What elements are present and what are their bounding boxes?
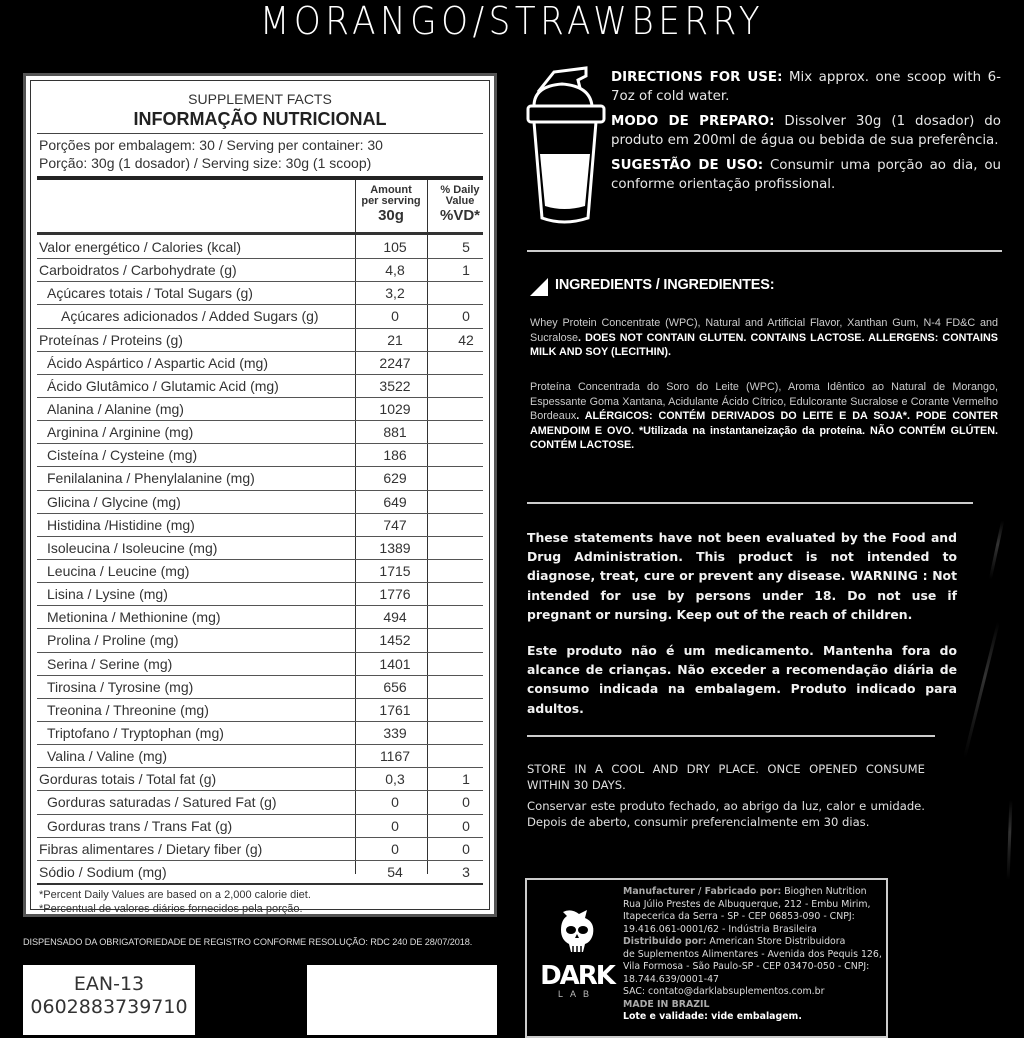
nutrient-name: Triptofano / Tryptophan (mg) bbox=[47, 724, 224, 741]
ingredients-pt bbox=[530, 380, 998, 453]
nutrient-name: Açúcares adicionados / Added Sugars (g) bbox=[61, 308, 319, 325]
directions-en-text: Mix approx. one scoop with 6-7oz of cold water. bbox=[611, 70, 1001, 104]
manufacturer-info bbox=[623, 886, 882, 1024]
nutrient-name: Ácido Glutâmico / Glutamic Acid (mg) bbox=[47, 377, 279, 394]
table-row bbox=[37, 514, 483, 537]
nutrient-name: Arginina / Arginine (mg) bbox=[47, 424, 194, 441]
ingredients-pt-text: Proteína Concentrada do Soro do Leite (WPC), Aroma Idêntico ao Natural de Morango, Espessante Goma Xantana, Acidulante Ácido Cítrico, Edulcorante Sucralose e Corante Vermelho Bordeaux bbox=[530, 381, 998, 422]
table-row bbox=[37, 815, 483, 838]
nutrient-amount: 1401 bbox=[379, 655, 411, 672]
manufacturer-line bbox=[623, 924, 882, 937]
nutrition-facts-border bbox=[30, 80, 490, 915]
barcode-box bbox=[23, 965, 195, 1035]
ingredients-title: INGREDIENTS / INGREDIENTES: bbox=[555, 277, 775, 293]
table-row bbox=[37, 699, 483, 722]
nutrient-name: Gorduras totais / Total fat (g) bbox=[39, 771, 217, 788]
nutrient-daily-value: 5 bbox=[462, 239, 470, 255]
table-row bbox=[37, 745, 483, 768]
barcode-number: 0602883739710 bbox=[30, 996, 188, 1018]
lot-info: Lote e validade: vide embalagem. bbox=[623, 1011, 802, 1022]
nutrient-amount: 1452 bbox=[379, 632, 411, 649]
nutrient-amount: 2247 bbox=[379, 354, 411, 371]
manufacturer-line-text: 18.744.639/0001-47 bbox=[623, 973, 720, 985]
logo-text: DARK bbox=[540, 961, 614, 991]
directions-en bbox=[611, 68, 1001, 106]
nutrient-amount: 0,3 bbox=[385, 771, 405, 788]
table-row bbox=[37, 676, 483, 699]
nutrient-name: Gorduras saturadas / Satured Fat (g) bbox=[47, 794, 277, 811]
table-row bbox=[37, 768, 483, 791]
nutrient-amount: 1776 bbox=[379, 586, 411, 603]
nutrient-amount: 1167 bbox=[379, 748, 411, 765]
storage-en: STORE IN A COOL AND DRY PLACE. ONCE OPENED CONSUME WITHIN 30 DAYS. bbox=[527, 762, 925, 792]
nutrition-info-title: INFORMAÇÃO NUTRICIONAL bbox=[133, 109, 387, 129]
serving-size: Porção: 30g (1 dosador) / Serving size: 30g (1 scoop) bbox=[39, 155, 372, 171]
fda-warning: These statements have not been evaluated by the Food and Drug Administration. This product is not intended to diagnose, treat, cure or prevent any disease. WARNING : Not intended for use by persons under 18. Do not use if pregnant or nursing. Keep out of the reach of children. bbox=[527, 530, 957, 622]
nutrient-daily-value: 1 bbox=[462, 771, 470, 788]
manufacturer-line-text: SAC: contato@darklabsuplementos.com.br bbox=[623, 986, 825, 997]
ingredients-en-allergens: . DOES NOT CONTAIN GLUTEN. CONTAINS LACTOSE. ALLERGENS: CONTAINS MILK AND SOY (LECITHIN). bbox=[530, 331, 998, 358]
daily-value-header bbox=[427, 185, 493, 224]
manufacturer-line bbox=[623, 949, 882, 962]
amount-header-line2: per serving bbox=[361, 195, 421, 207]
dv-header-line1: % Daily bbox=[440, 184, 480, 196]
table-row bbox=[37, 560, 483, 583]
divider bbox=[527, 735, 935, 737]
decorative-streak bbox=[989, 520, 1004, 579]
nutrient-amount: 0 bbox=[391, 817, 399, 834]
nutrient-name: Leucina / Leucine (mg) bbox=[47, 562, 190, 579]
table-row bbox=[37, 236, 483, 259]
footnote-pt: *Percentual de valores diários fornecidos pela porção. bbox=[39, 903, 303, 915]
table-row bbox=[37, 444, 483, 467]
nutrient-amount: 881 bbox=[383, 424, 407, 441]
supplement-facts-title: SUPPLEMENT FACTS bbox=[188, 91, 332, 107]
nutrient-name: Cisteína / Cysteine (mg) bbox=[47, 447, 198, 464]
suggested-use-text: Consumir uma porção ao dia, ou conforme orientação profissional. bbox=[611, 158, 1001, 192]
directions-pt-label: MODO DE PREPARO: bbox=[611, 114, 775, 129]
nutrient-name: Ácido Aspártico / Aspartic Acid (mg) bbox=[47, 354, 268, 371]
registration-note: DISPENSADO DA OBRIGATORIEDADE DE REGISTRO CONFORME RESOLUÇÃO: RDC 240 DE 28/07/2018. bbox=[23, 937, 473, 947]
nutrient-amount: 494 bbox=[383, 609, 407, 626]
decorative-streak bbox=[963, 622, 1000, 759]
nutrient-name: Serina / Serine (mg) bbox=[47, 655, 173, 672]
nutrient-daily-value: 0 bbox=[462, 840, 470, 857]
amount-header bbox=[355, 185, 427, 224]
table-row bbox=[37, 583, 483, 606]
nutrient-amount: 629 bbox=[383, 470, 407, 487]
nutrient-amount: 4,8 bbox=[385, 262, 405, 279]
manufacturer-line bbox=[623, 899, 882, 912]
table-row bbox=[37, 282, 483, 305]
nutrient-amount: 3,2 bbox=[385, 285, 405, 302]
table-row bbox=[37, 653, 483, 676]
nutrient-name: Valina / Valine (mg) bbox=[47, 748, 168, 765]
suggested-use bbox=[611, 156, 1001, 194]
table-row bbox=[37, 421, 483, 444]
nutrient-name: Proteínas / Proteins (g) bbox=[39, 331, 183, 348]
nutrient-daily-value: 0 bbox=[462, 817, 470, 834]
table-row bbox=[37, 791, 483, 814]
flavor-title: MORANGO/STRAWBERRY bbox=[259, 0, 765, 43]
manufacturer-line-label: Distribuido por: bbox=[623, 936, 707, 947]
nutrient-amount: 3522 bbox=[379, 377, 411, 394]
header-divider bbox=[37, 232, 483, 235]
shaker-bottle-icon bbox=[524, 66, 608, 236]
directions-pt-text: Dissolver 30g (1 dosador) do produto em 200ml de água ou bebida de sua preferência. bbox=[611, 114, 1001, 148]
nutrient-name: Gorduras trans / Trans Fat (g) bbox=[47, 817, 233, 834]
table-row bbox=[37, 375, 483, 398]
nutrient-name: Fibras alimentares / Dietary fiber (g) bbox=[39, 840, 263, 857]
dv-header-line2: Value bbox=[445, 195, 475, 207]
table-row bbox=[37, 329, 483, 352]
manufacturer-line bbox=[623, 974, 882, 987]
ingredients-en bbox=[530, 316, 998, 360]
nutrient-amount: 1029 bbox=[379, 400, 411, 417]
nutrient-name: Prolina / Proline (mg) bbox=[47, 632, 179, 649]
decorative-streak bbox=[1007, 800, 1013, 880]
nutrient-amount: 186 bbox=[383, 447, 407, 464]
nutrient-name: Glicina / Glycine (mg) bbox=[47, 493, 181, 510]
directions-en-label: DIRECTIONS FOR USE: bbox=[611, 70, 783, 85]
nutrient-name: Fenilalanina / Phenylalanine (mg) bbox=[47, 470, 255, 487]
skull-icon bbox=[557, 908, 597, 954]
directions-section bbox=[611, 68, 1001, 200]
manufacturer-line-text: Vila Formosa - São Paulo-SP - CEP 03470-050 - CNPJ: bbox=[623, 961, 870, 972]
manufacturer-line bbox=[623, 986, 882, 999]
manufacturer-box bbox=[525, 878, 888, 1038]
dark-lab-logo bbox=[537, 908, 617, 999]
blank-label-box bbox=[307, 965, 497, 1035]
barcode-type: EAN-13 bbox=[73, 973, 145, 995]
nutrient-daily-value: 0 bbox=[462, 794, 470, 811]
nutrient-amount: 1715 bbox=[379, 562, 411, 579]
nutrient-daily-value: 0 bbox=[462, 308, 470, 325]
nutrient-amount: 1761 bbox=[379, 701, 411, 718]
nutrient-daily-value: 3 bbox=[462, 863, 470, 880]
nutrient-amount: 0 bbox=[391, 794, 399, 811]
nutrient-name: Isoleucina / Isoleucine (mg) bbox=[47, 539, 218, 556]
table-row bbox=[37, 259, 483, 282]
thick-divider bbox=[37, 176, 483, 180]
nutrient-name: Lisina / Lysine (mg) bbox=[47, 586, 168, 603]
nutrition-facts-panel bbox=[23, 73, 497, 917]
manufacturer-line-text: 19.416.061-0001/62 - Indústria Brasileira bbox=[623, 923, 817, 935]
table-row bbox=[37, 861, 483, 884]
table-row bbox=[37, 629, 483, 652]
nutrient-amount: 0 bbox=[391, 308, 399, 325]
divider bbox=[37, 133, 483, 134]
manufacturer-line bbox=[623, 911, 882, 924]
nutrient-amount: 747 bbox=[383, 516, 407, 533]
storage-pt: Conservar este produto fechado, ao abrigo da luz, calor e umidade. Depois de aberto, consumir preferencialmente em 30 dias. bbox=[527, 799, 925, 829]
manufacturer-line-text: Bioghen Nutrition bbox=[781, 886, 867, 897]
made-in: MADE IN BRAZIL bbox=[623, 998, 710, 1010]
table-row bbox=[37, 305, 483, 328]
nutrient-amount: 339 bbox=[383, 724, 407, 741]
nutrient-name: Treonina / Threonine (mg) bbox=[47, 701, 209, 718]
dv-header-line3: %VD* bbox=[439, 207, 480, 224]
manufacturer-line bbox=[623, 936, 882, 949]
divider bbox=[527, 250, 1002, 252]
nutrient-amount: 1389 bbox=[379, 539, 411, 556]
nutrient-name: Tirosina / Tyrosine (mg) bbox=[47, 678, 194, 695]
table-row bbox=[37, 537, 483, 560]
nutrient-amount: 54 bbox=[387, 863, 403, 880]
table-row bbox=[37, 467, 483, 490]
nutrient-name: Açúcares totais / Total Sugars (g) bbox=[47, 285, 253, 302]
table-row bbox=[37, 838, 483, 861]
nutrient-amount: 656 bbox=[383, 678, 407, 695]
table-row bbox=[37, 722, 483, 745]
ingredients-pt-allergens: . ALÉRGICOS: CONTÉM DERIVADOS DO LEITE E DA SOJA*. PODE CONTER AMENDOIM E OVO. *Utilizada na instantaneização da proteína. NÃO CONTÉM GLÚTEN. CONTÉM LACTOSE. bbox=[530, 410, 998, 451]
servings-per-container: Porções por embalagem: 30 / Serving per container: 30 bbox=[39, 137, 383, 153]
amount-header-line3: 30g bbox=[378, 207, 404, 224]
manufacturer-line-text: American Store Distribuidora bbox=[706, 936, 846, 947]
table-row bbox=[37, 352, 483, 375]
amount-header-line1: Amount bbox=[370, 184, 412, 196]
triangle-icon bbox=[530, 278, 548, 296]
manufacturer-line-text: Itapecerica da Serra - SP - CEP 06853-090 - CNPJ: bbox=[623, 911, 855, 922]
nutrient-name: Alanina / Alanine (mg) bbox=[47, 400, 184, 417]
nutrient-name: Sódio / Sodium (mg) bbox=[39, 863, 167, 880]
nutrient-daily-value: 1 bbox=[462, 262, 470, 279]
nutrient-amount: 0 bbox=[391, 840, 399, 857]
table-row bbox=[37, 491, 483, 514]
logo-subtext: LAB bbox=[557, 989, 596, 999]
ingredients-en-text: Whey Protein Concentrate (WPC), Natural and Artificial Flavor, Xanthan Gum, N-4 FD&C and Sucralose bbox=[530, 317, 998, 344]
footnote-en: *Percent Daily Values are based on a 2,000 calorie diet. bbox=[39, 889, 311, 901]
table-row bbox=[37, 606, 483, 629]
nutrient-amount: 105 bbox=[383, 239, 407, 255]
divider bbox=[527, 502, 973, 504]
nutrient-name: Carboidratos / Carbohydrate (g) bbox=[39, 262, 237, 279]
manufacturer-line bbox=[623, 886, 882, 899]
manufacturer-line-text: Rua Júlio Prestes de Albuquerque, 212 - Embu Mirim, bbox=[623, 898, 871, 910]
nutrition-table bbox=[37, 236, 483, 884]
manufacturer-line-label: Manufacturer / Fabricado por: bbox=[623, 886, 782, 897]
nutrient-amount: 21 bbox=[387, 331, 403, 348]
nutrient-daily-value: 42 bbox=[458, 331, 474, 348]
table-row bbox=[37, 398, 483, 421]
manufacturer-line-text: de Suplementos Alimentares - Avenida dos Pequis 126, bbox=[623, 948, 882, 960]
nutrient-name: Metionina / Methionine (mg) bbox=[47, 609, 221, 626]
directions-pt bbox=[611, 112, 1001, 150]
medicine-warning-pt: Este produto não é um medicamento. Mantenha fora do alcance de crianças. Não exceder a recomendação diária de consumo indicada na embalagem. Produto indicado para adultos. bbox=[527, 643, 957, 716]
nutrient-name: Valor energético / Calories (kcal) bbox=[39, 239, 242, 255]
footer-divider bbox=[37, 883, 483, 885]
manufacturer-line bbox=[623, 961, 882, 974]
nutrient-name: Histidina /Histidine (mg) bbox=[47, 516, 195, 533]
suggested-use-label: SUGESTÃO DE USO: bbox=[611, 158, 764, 173]
nutrient-amount: 649 bbox=[383, 493, 407, 510]
